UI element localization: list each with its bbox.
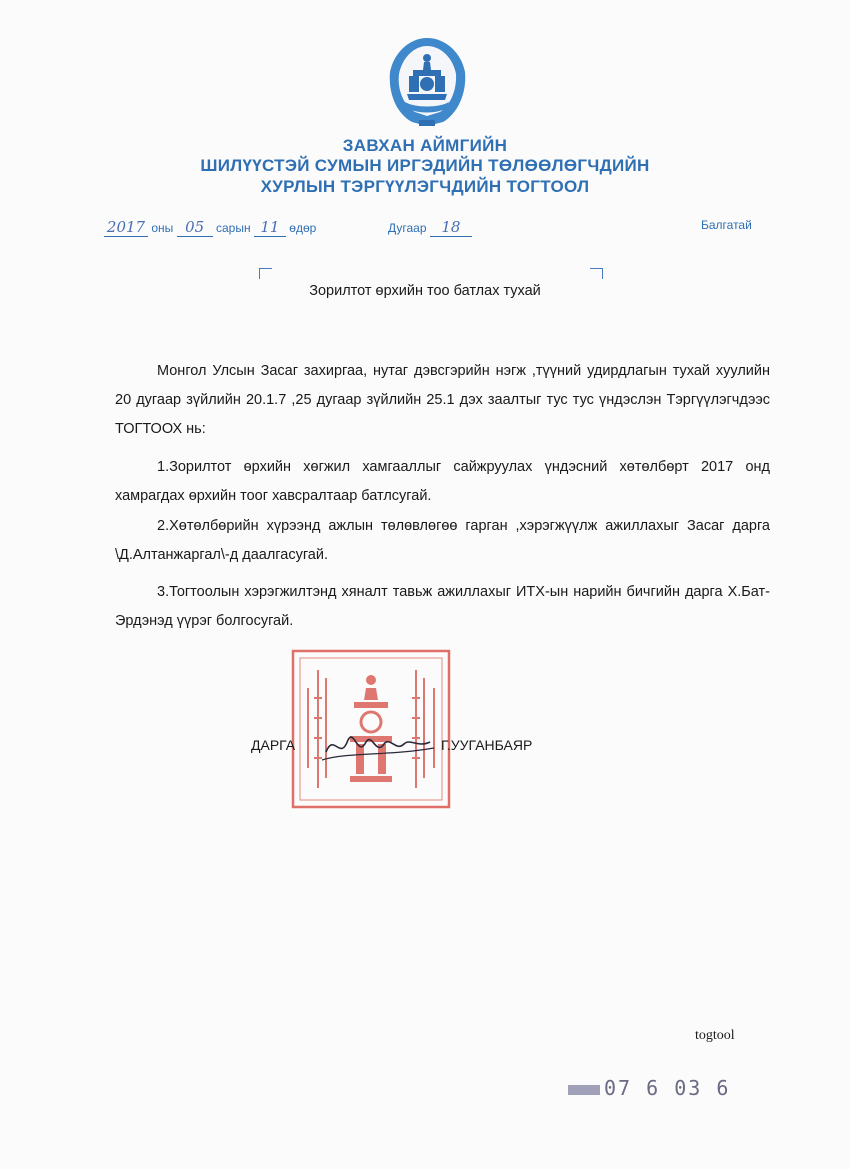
date-year: 2017 <box>104 218 148 237</box>
day-suffix: өдөр <box>289 221 317 235</box>
serial-number: 07 6 03 6 <box>604 1076 731 1100</box>
resolution-item-3: 3.Тогтоолын хэрэгжилтэнд хяналт тавьж ажиллахыг ИТХ-ын нарийн бичгийн дарга Х.Бат-Эрдэнэд үүрэг болгосугай. <box>115 584 770 629</box>
issuer-title-line-2: ШИЛҮҮСТЭЙ СУМЫН ИРГЭДИЙН ТӨЛӨӨЛӨГЧДИЙН <box>200 156 650 175</box>
month-suffix: сарын <box>215 221 251 235</box>
bracket-left-corner <box>259 268 272 279</box>
serial-number-stamp <box>568 1076 730 1100</box>
issuer-title-line-1: ЗАВХАН АЙМГИЙН <box>342 136 508 155</box>
year-suffix: оны <box>151 221 174 235</box>
date-day: 11 <box>254 218 286 237</box>
resolution-item-2: 2.Хөтөлбөрийн хүрээнд ажлын төлөвлөгөө гарган ,хэрэгжүүлж ажиллахыг Засаг дарга \Д.Алтанжаргал\-д даалгасугай. <box>115 518 770 563</box>
number-label: Дугаар <box>388 221 427 235</box>
document-subject: Зорилтот өрхийн тоо батлах тухай <box>309 283 541 299</box>
bracket-right-corner <box>590 268 603 279</box>
document-type-title: ХУРЛЫН ТЭРГҮҮЛЭГЧДИЙН ТОГТООЛ <box>260 177 590 196</box>
date-line <box>104 218 316 237</box>
place-name: Балгатай <box>701 218 752 232</box>
resolution-item-1: 1.Зорилтот өрхийн хөгжил хамгааллыг сайжруулах үндэсний хөтөлбөрт 2017 онд хамрагдах өрхийн тоог хавсралтаар батлсугай. <box>115 459 770 504</box>
preamble-paragraph: Монгол Улсын Засаг захиргаа, нутаг дэвсгэрийн нэгж ,түүний удирдлагын тухай хуулийн 20 дугаар зүйлийн 20.1.7 ,25 дугаар зүйлийн 25.1 дэх заалтыг тус тус үндэслэн Тэргүүлэгчдээс ТОГТООХ нь: <box>115 363 770 437</box>
date-month: 05 <box>177 218 213 237</box>
state-emblem-icon <box>385 34 470 134</box>
handwritten-signature <box>318 722 438 772</box>
document-number <box>388 218 472 237</box>
serial-prefix-mark <box>568 1085 600 1095</box>
number-value: 18 <box>430 218 472 237</box>
file-name-label: togtool <box>695 1028 735 1043</box>
signatory-title: ДАРГА <box>251 737 296 753</box>
signatory-name: Г.УУГАНБАЯР <box>441 737 533 753</box>
